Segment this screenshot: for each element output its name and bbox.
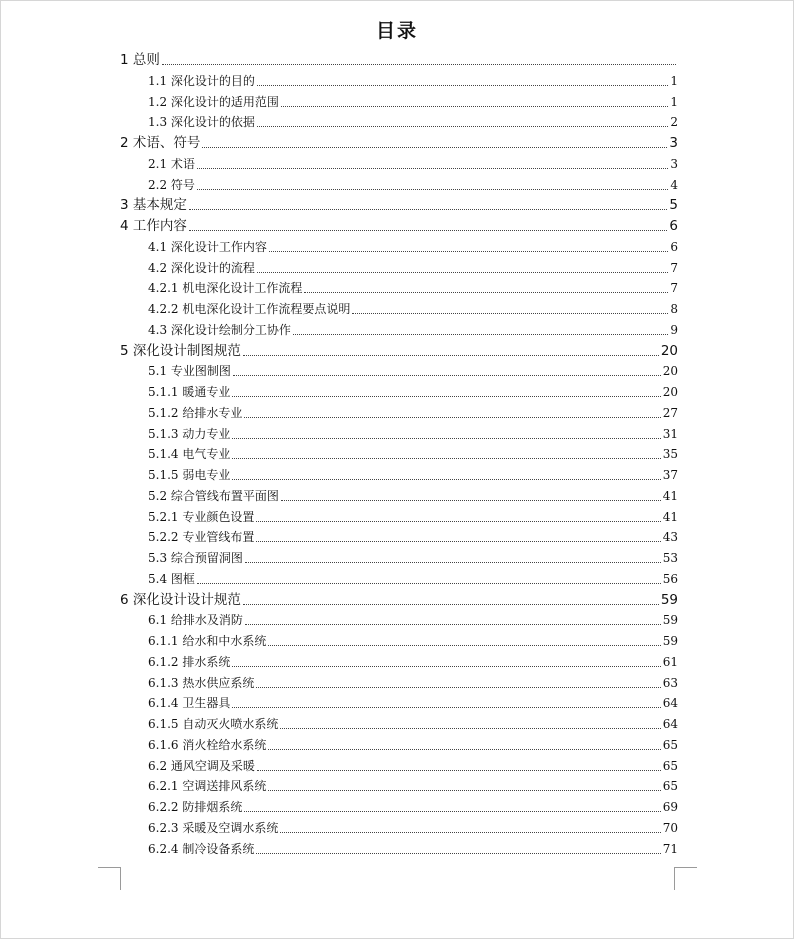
toc-entry[interactable] bbox=[148, 321, 678, 339]
toc-entry-page-number: 37 bbox=[662, 468, 678, 482]
toc-entry[interactable] bbox=[148, 632, 678, 650]
toc-dot-leader bbox=[257, 770, 661, 771]
toc-entry[interactable] bbox=[148, 611, 678, 629]
toc-dot-leader bbox=[232, 458, 660, 459]
toc-entry[interactable] bbox=[148, 674, 678, 692]
toc-entry[interactable] bbox=[148, 466, 678, 484]
toc-dot-leader bbox=[244, 417, 660, 418]
toc-entry[interactable] bbox=[148, 840, 678, 858]
toc-dot-leader bbox=[256, 853, 660, 854]
toc-dot-leader bbox=[257, 85, 668, 86]
toc-entry[interactable] bbox=[148, 279, 678, 297]
toc-entry-page-number: 43 bbox=[662, 530, 678, 545]
toc-entry-page-number: 6 bbox=[669, 218, 678, 234]
toc-entry[interactable] bbox=[148, 425, 678, 443]
toc-entry-page-number: 65 bbox=[662, 779, 678, 794]
toc-entry-page-number: 70 bbox=[662, 820, 678, 835]
toc-dot-leader bbox=[293, 334, 668, 335]
toc-entry[interactable] bbox=[148, 238, 678, 256]
toc-entry-label: 5.1.5 弱电专业 bbox=[148, 468, 231, 482]
toc-entry-label: 4.1 深化设计工作内容 bbox=[148, 239, 267, 254]
toc-dot-leader bbox=[268, 645, 660, 646]
page-corner-mark-left bbox=[98, 867, 121, 890]
toc-entry-label: 1.2 深化设计的适用范围 bbox=[148, 94, 279, 109]
toc-entry[interactable] bbox=[148, 508, 678, 526]
toc-entry[interactable] bbox=[148, 715, 678, 733]
toc-entry-label: 2.1 术语 bbox=[148, 156, 195, 171]
toc-dot-leader bbox=[197, 583, 661, 584]
toc-entry-label: 6.2.2 防排烟系统 bbox=[148, 800, 243, 814]
toc-entry[interactable] bbox=[120, 134, 678, 152]
toc-entry-page-number: 20 bbox=[662, 364, 678, 379]
toc-entry-label: 4.2.1 机电深化设计工作流程 bbox=[148, 281, 303, 296]
toc-entry-label: 5.1.4 电气专业 bbox=[148, 447, 231, 462]
toc-entry-label: 5.1.3 动力专业 bbox=[148, 426, 231, 441]
toc-dot-leader bbox=[197, 189, 668, 190]
toc-entry-label: 5.2.1 专业颜色设置 bbox=[148, 509, 255, 524]
toc-entry[interactable] bbox=[148, 549, 678, 567]
toc-dot-leader bbox=[352, 313, 668, 314]
toc-entry-page-number: 64 bbox=[662, 717, 678, 731]
toc-dot-leader bbox=[281, 500, 661, 501]
toc-dot-leader bbox=[232, 666, 660, 667]
toc-entry-label: 5.1.2 给排水专业 bbox=[148, 405, 243, 420]
toc-dot-leader bbox=[244, 811, 660, 812]
toc-entry-page-number: 65 bbox=[662, 737, 678, 752]
toc-dot-leader bbox=[189, 230, 668, 231]
toc-entry[interactable] bbox=[148, 445, 678, 463]
toc-dot-leader bbox=[202, 147, 667, 148]
toc-entry-label: 5.4 图框 bbox=[148, 571, 195, 586]
toc-entry[interactable] bbox=[148, 72, 678, 90]
toc-entry-page-number: 5 bbox=[669, 197, 678, 214]
toc-entry[interactable] bbox=[120, 196, 678, 214]
toc-entry-page-number: 69 bbox=[662, 800, 678, 814]
toc-entry-page-number: 65 bbox=[662, 758, 678, 773]
toc-entry-label: 4 工作内容 bbox=[120, 218, 187, 234]
toc-dot-leader bbox=[245, 562, 661, 563]
toc-entry-label: 3 基本规定 bbox=[120, 197, 187, 214]
toc-entry-label: 6.1.5 自动灭火喷水系统 bbox=[148, 717, 279, 731]
toc-entry[interactable] bbox=[120, 591, 678, 609]
toc-dot-leader bbox=[257, 126, 668, 127]
toc-entry-label: 4.2 深化设计的流程 bbox=[148, 260, 255, 275]
toc-entry-label: 2 术语、符号 bbox=[120, 135, 201, 151]
toc-entry-label: 2.2 符号 bbox=[148, 177, 195, 192]
toc-entry[interactable] bbox=[148, 736, 678, 754]
toc-entry-page-number: 35 bbox=[662, 447, 678, 462]
toc-entry-label: 5.2 综合管线布置平面图 bbox=[148, 488, 279, 503]
toc-entry-label: 4.3 深化设计绘制分工协作 bbox=[148, 322, 291, 337]
toc-entry-page-number: 41 bbox=[662, 488, 678, 503]
toc-entry-page-number: 31 bbox=[662, 426, 678, 441]
toc-dot-leader bbox=[189, 209, 668, 210]
toc-entry[interactable] bbox=[148, 404, 678, 422]
toc-entry-page-number: 59 bbox=[662, 634, 678, 648]
toc-dot-leader bbox=[243, 355, 659, 356]
toc-entry[interactable] bbox=[148, 487, 678, 505]
toc-entry[interactable] bbox=[148, 155, 678, 173]
toc-entry-page-number: 8 bbox=[670, 302, 678, 316]
toc-dot-leader bbox=[256, 687, 660, 688]
toc-entry-label: 6.1.3 热水供应系统 bbox=[148, 675, 255, 690]
toc-entry[interactable] bbox=[148, 93, 678, 111]
toc-entry[interactable] bbox=[148, 113, 678, 131]
toc-entry-page-number: 1 bbox=[670, 73, 678, 88]
page-corner-mark-right bbox=[674, 867, 697, 890]
toc-entry[interactable] bbox=[148, 777, 678, 795]
toc-entry-page-number: 6 bbox=[670, 239, 678, 254]
toc-entry-label: 6.1.4 卫生器具 bbox=[148, 696, 231, 711]
toc-entry[interactable] bbox=[148, 259, 678, 277]
toc-entry-label: 1.3 深化设计的依据 bbox=[148, 115, 255, 130]
toc-entry[interactable] bbox=[148, 570, 678, 588]
toc-entry-label: 1 总则 bbox=[120, 52, 160, 68]
toc-entry[interactable] bbox=[148, 383, 678, 401]
toc-entry[interactable] bbox=[148, 798, 678, 816]
toc-entry-label: 1.1 深化设计的目的 bbox=[148, 73, 255, 88]
toc-entry[interactable] bbox=[148, 757, 678, 775]
toc-entry-label: 5.1.1 暖通专业 bbox=[148, 385, 231, 399]
toc-dot-leader bbox=[256, 521, 660, 522]
toc-entry-label: 6.2 通风空调及采暖 bbox=[148, 758, 255, 773]
toc-entry-label: 5.2.2 专业管线布置 bbox=[148, 530, 255, 545]
toc-dot-leader bbox=[280, 832, 660, 833]
toc-dot-leader bbox=[243, 604, 659, 605]
toc-entry-page-number: 64 bbox=[662, 696, 678, 711]
toc-entry-label: 6.1 给排水及消防 bbox=[148, 613, 243, 628]
toc-entry-page-number: 61 bbox=[662, 654, 678, 669]
toc-entry[interactable] bbox=[148, 819, 678, 837]
toc-entry-label: 4.2.2 机电深化设计工作流程要点说明 bbox=[148, 302, 351, 316]
toc-dot-leader bbox=[232, 707, 660, 708]
toc-entry-label: 6.2.4 制冷设备系统 bbox=[148, 841, 255, 856]
toc-entry-page-number: 2 bbox=[670, 115, 678, 130]
toc-dot-leader bbox=[304, 292, 668, 293]
toc-entry[interactable] bbox=[120, 51, 678, 69]
toc-entry-page-number: 63 bbox=[662, 675, 678, 690]
toc-entry-label: 6.1.1 给水和中水系统 bbox=[148, 634, 267, 648]
toc-dot-leader bbox=[269, 251, 668, 252]
toc-dot-leader bbox=[233, 375, 661, 376]
toc-entry-page-number: 59 bbox=[660, 591, 678, 608]
toc-dot-leader bbox=[232, 438, 660, 439]
toc-entry-label: 6.2.1 空调送排风系统 bbox=[148, 779, 267, 794]
toc-entry-page-number: 7 bbox=[670, 260, 678, 275]
toc-dot-leader bbox=[268, 749, 660, 750]
toc-entry-label: 6 深化设计设计规范 bbox=[120, 591, 241, 608]
toc-entry-page-number: 3 bbox=[670, 156, 678, 171]
toc-entry-page-number: 20 bbox=[660, 342, 678, 359]
toc-entry[interactable] bbox=[148, 528, 678, 546]
toc-entry-label: 6.2.3 采暖及空调水系统 bbox=[148, 820, 279, 835]
toc-entry-page-number: 41 bbox=[662, 509, 678, 524]
toc-entry-page-number: 56 bbox=[662, 571, 678, 586]
toc-dot-leader bbox=[232, 479, 660, 480]
toc-entry-label: 5.1 专业图制图 bbox=[148, 364, 231, 379]
toc-dot-leader bbox=[197, 168, 668, 169]
toc-entry-page-number: 3 bbox=[669, 135, 678, 151]
toc-entry[interactable] bbox=[148, 653, 678, 671]
toc-entry-label: 5 深化设计制图规范 bbox=[120, 342, 241, 359]
toc-entry-page-number: 20 bbox=[662, 385, 678, 399]
toc-entry-page-number: 59 bbox=[662, 613, 678, 628]
toc-entry-page-number: 9 bbox=[670, 322, 678, 337]
toc-dot-leader bbox=[257, 272, 668, 273]
toc-entry[interactable] bbox=[148, 362, 678, 380]
toc-entry[interactable] bbox=[148, 176, 678, 194]
toc-dot-leader bbox=[256, 541, 660, 542]
toc-entry[interactable] bbox=[148, 300, 678, 318]
toc-entry-page-number: 27 bbox=[662, 405, 678, 420]
toc-entry-page-number: 7 bbox=[670, 281, 678, 296]
toc-dot-leader bbox=[162, 64, 676, 65]
toc-entry-page-number: 1 bbox=[670, 94, 678, 109]
toc-dot-leader bbox=[232, 396, 660, 397]
toc-dot-leader bbox=[280, 728, 660, 729]
toc-entry[interactable] bbox=[120, 342, 678, 360]
toc-dot-leader bbox=[245, 624, 661, 625]
toc-entry-label: 6.1.2 排水系统 bbox=[148, 654, 231, 669]
toc-entry-page-number: 53 bbox=[662, 551, 678, 565]
toc-entry-label: 6.1.6 消火栓给水系统 bbox=[148, 737, 267, 752]
toc-entry[interactable] bbox=[120, 217, 678, 235]
page-title: 目录 bbox=[375, 20, 418, 42]
toc-entry-page-number: 71 bbox=[662, 841, 678, 856]
toc-dot-leader bbox=[268, 790, 660, 791]
toc-entry[interactable] bbox=[148, 694, 678, 712]
toc-entry-page-number: 4 bbox=[670, 177, 678, 192]
toc-entry-label: 5.3 综合预留洞图 bbox=[148, 551, 243, 565]
toc-dot-leader bbox=[281, 106, 668, 107]
